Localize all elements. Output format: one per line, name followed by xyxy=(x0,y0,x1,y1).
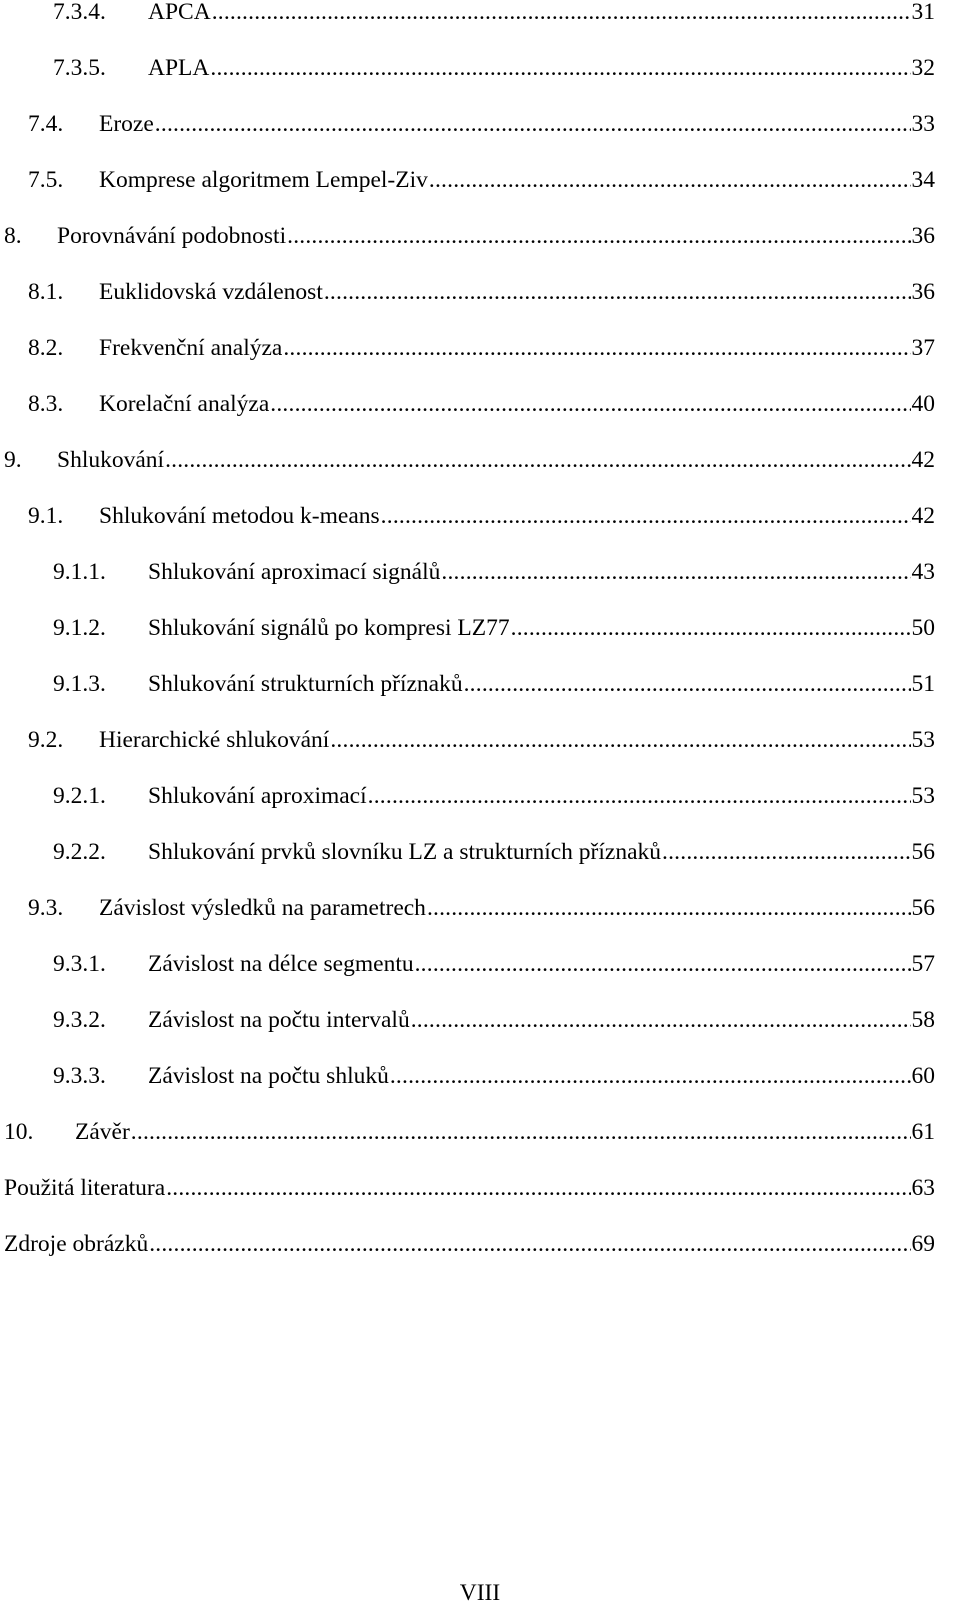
toc-entry-number: 9.3.2. xyxy=(53,1007,106,1033)
toc-entry-page: 51 xyxy=(911,671,935,697)
toc-entry[interactable] xyxy=(28,165,935,195)
toc-entry-page: 34 xyxy=(911,167,935,193)
toc-entry-number: 9.1. xyxy=(28,503,64,529)
toc-entry[interactable] xyxy=(53,1061,935,1091)
toc-entry-number: 9.1.3. xyxy=(53,671,106,697)
dot-leader xyxy=(283,333,910,363)
toc-entry-number: 9.2.1. xyxy=(53,783,106,809)
toc-entry[interactable] xyxy=(4,1117,935,1147)
dot-leader xyxy=(210,53,910,83)
toc-entry-page: 36 xyxy=(911,279,935,305)
toc-entry-number: 9. xyxy=(4,447,22,473)
toc-entry-title: Závislost na počtu intervalů xyxy=(148,1007,410,1033)
toc-entry-number: 7.3.5. xyxy=(53,55,106,81)
toc-entry-page: 37 xyxy=(911,335,935,361)
toc-entry-page: 50 xyxy=(911,615,935,641)
toc-entry-number: 8.3. xyxy=(28,391,64,417)
dot-leader xyxy=(390,1061,911,1091)
toc-entry-page: 58 xyxy=(911,1007,935,1033)
toc-entry[interactable] xyxy=(28,725,935,755)
dot-leader xyxy=(287,221,910,251)
toc-entry[interactable] xyxy=(4,1173,935,1203)
toc-entry[interactable] xyxy=(4,1229,935,1259)
dot-leader xyxy=(149,1229,910,1259)
toc-entry-title: Závěr xyxy=(75,1119,130,1145)
toc-entry-title: Shlukování prvků slovníku LZ a strukturních příznaků xyxy=(148,839,662,865)
toc-entry[interactable] xyxy=(53,949,935,979)
toc-entry[interactable] xyxy=(53,1005,935,1035)
toc-entry[interactable] xyxy=(4,221,935,251)
toc-entry-number: 9.2. xyxy=(28,727,64,753)
toc-entry-number: 8. xyxy=(4,223,22,249)
toc-entry-title: Shlukování aproximací xyxy=(148,783,367,809)
dot-leader xyxy=(165,445,910,475)
dot-leader xyxy=(368,781,911,811)
dot-leader xyxy=(429,165,911,195)
toc-entry[interactable] xyxy=(53,613,935,643)
toc-entry-number: 8.1. xyxy=(28,279,64,305)
toc-entry-page: 31 xyxy=(911,0,935,25)
toc-entry-page: 63 xyxy=(911,1175,935,1201)
toc-entry[interactable] xyxy=(28,501,935,531)
dot-leader xyxy=(415,949,911,979)
toc-entry[interactable] xyxy=(4,445,935,475)
toc-entry-title: Porovnávání podobnosti xyxy=(57,223,287,249)
toc-entry-number: 7.5. xyxy=(28,167,64,193)
toc-entry-page: 36 xyxy=(911,223,935,249)
toc-entry-title: Eroze xyxy=(99,111,154,137)
toc-entry-number: 9.3.1. xyxy=(53,951,106,977)
toc-entry-page: 61 xyxy=(911,1119,935,1145)
dot-leader xyxy=(212,0,911,27)
toc-entry-page: 57 xyxy=(911,951,935,977)
toc-entry-title: Shlukování aproximací signálů xyxy=(148,559,441,585)
dot-leader xyxy=(511,613,911,643)
toc-entry[interactable] xyxy=(28,389,935,419)
toc-entry[interactable] xyxy=(53,781,935,811)
page-number: VIII xyxy=(459,1580,501,1606)
toc-entry-number: 7.3.4. xyxy=(53,0,106,25)
toc-entry[interactable] xyxy=(53,53,935,83)
dot-leader xyxy=(441,557,910,587)
toc-entry-page: 43 xyxy=(911,559,935,585)
toc-entry-title: Závislost na délce segmentu xyxy=(148,951,414,977)
toc-entry-title: Použitá literatura xyxy=(4,1175,166,1201)
dot-leader xyxy=(270,389,910,419)
toc-entry[interactable] xyxy=(28,109,935,139)
toc-entry-number: 9.2.2. xyxy=(53,839,106,865)
toc-entry[interactable] xyxy=(53,0,935,27)
dot-leader xyxy=(427,893,911,923)
toc-entry-page: 56 xyxy=(911,839,935,865)
dot-leader xyxy=(131,1117,911,1147)
toc-entry-page: 53 xyxy=(911,783,935,809)
toc-entry-page: 42 xyxy=(911,447,935,473)
dot-leader xyxy=(330,725,910,755)
toc-entry-title: Frekvenční analýza xyxy=(99,335,283,361)
toc-entry-title: Shlukování xyxy=(57,447,165,473)
dot-leader xyxy=(166,1173,910,1203)
toc-entry-title: Hierarchické shlukování xyxy=(99,727,330,753)
toc-entry-page: 40 xyxy=(911,391,935,417)
dot-leader xyxy=(411,1005,911,1035)
toc-entry[interactable] xyxy=(28,333,935,363)
toc-entry-title: Komprese algoritmem Lempel-Ziv xyxy=(99,167,428,193)
toc-entry-title: Shlukování metodou k-means xyxy=(99,503,380,529)
toc-entry-number: 9.1.2. xyxy=(53,615,106,641)
toc-entry-title: Korelační analýza xyxy=(99,391,270,417)
toc-entry-page: 56 xyxy=(911,895,935,921)
toc-entry-title: Zdroje obrázků xyxy=(4,1231,149,1257)
toc-entry-page: 53 xyxy=(911,727,935,753)
toc-entry-title: APLA xyxy=(148,55,210,81)
dot-leader xyxy=(662,837,910,867)
toc-entry-page: 69 xyxy=(911,1231,935,1257)
toc-entry-number: 9.3. xyxy=(28,895,64,921)
toc-entry-number: 7.4. xyxy=(28,111,64,137)
toc-entry-title: Závislost na počtu shluků xyxy=(148,1063,389,1089)
toc-entry-number: 9.3.3. xyxy=(53,1063,106,1089)
toc-entry-page: 32 xyxy=(911,55,935,81)
toc-entry-number: 8.2. xyxy=(28,335,64,361)
toc-entry[interactable] xyxy=(53,669,935,699)
toc-entry-title: Euklidovská vzdálenost xyxy=(99,279,323,305)
toc-entry-page: 42 xyxy=(911,503,935,529)
dot-leader xyxy=(464,669,911,699)
dot-leader xyxy=(381,501,911,531)
dot-leader xyxy=(155,109,911,139)
toc-entry-title: Shlukování signálů po kompresi LZ77 xyxy=(148,615,510,641)
toc-entry-number: 9.1.1. xyxy=(53,559,106,585)
toc-entry[interactable] xyxy=(53,837,935,867)
toc-entry-number: 10. xyxy=(4,1119,34,1145)
toc-entry[interactable] xyxy=(28,893,935,923)
toc-entry-page: 60 xyxy=(911,1063,935,1089)
toc-entry-title: Závislost výsledků na parametrech xyxy=(99,895,426,921)
toc-entry[interactable] xyxy=(28,277,935,307)
toc-entry[interactable] xyxy=(53,557,935,587)
toc-entry-title: APCA xyxy=(148,0,211,25)
toc-entry-title: Shlukování strukturních příznaků xyxy=(148,671,463,697)
dot-leader xyxy=(324,277,911,307)
toc-entry-page: 33 xyxy=(911,111,935,137)
